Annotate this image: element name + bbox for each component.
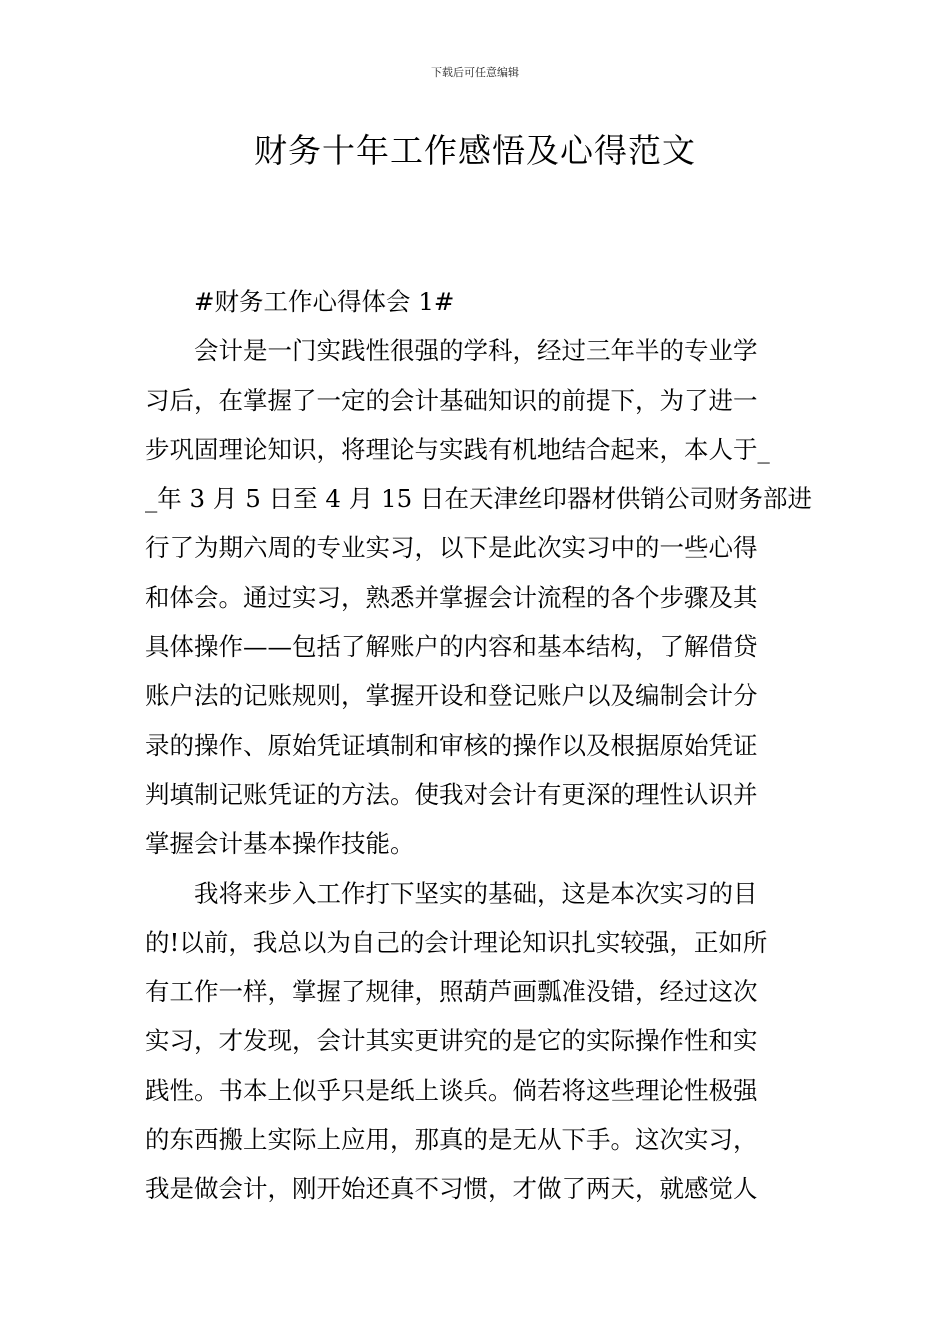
document-body bbox=[145, 277, 815, 1214]
paragraph-line: 我将来步入工作打下坚实的基础，这是本次实习的目 bbox=[194, 878, 758, 908]
paragraph-line: 录的操作、原始凭证填制和审核的操作以及根据原始凭证 bbox=[145, 730, 758, 760]
paragraph-line: 账户法的记账规则，掌握开设和登记账户以及编制会计分 bbox=[145, 681, 758, 711]
paragraph-line: 有工作一样，掌握了规律，照葫芦画瓢准没错，经过这次 bbox=[145, 977, 758, 1007]
paragraph-line: 的!以前，我总以为自己的会计理论知识扎实较强，正如所 bbox=[145, 927, 768, 957]
paragraph-line: 习后，在掌握了一定的会计基础知识的前提下，为了进一 bbox=[145, 385, 758, 415]
paragraph-line: 掌握会计基本操作技能。 bbox=[145, 829, 415, 859]
paragraph-line: _年 3 月 5 日至 4 月 15 日在天津丝印器材供销公司财务部进 bbox=[145, 484, 812, 514]
section-heading: #财务工作心得体会 1# bbox=[194, 287, 455, 316]
paragraph-line: 行了为期六周的专业实习，以下是此次实习中的一些心得 bbox=[145, 533, 758, 563]
paragraph-line: 实习，才发现，会计其实更讲究的是它的实际操作性和实 bbox=[145, 1026, 758, 1056]
paragraph-line: 和体会。通过实习，熟悉并掌握会计流程的各个步骤及其 bbox=[145, 582, 758, 612]
paragraph-line: 会计是一门实践性很强的学科，经过三年半的专业学 bbox=[194, 336, 758, 366]
paragraph-line: 践性。书本上似乎只是纸上谈兵。倘若将这些理论性极强 bbox=[145, 1075, 758, 1105]
document-title: 财务十年工作感悟及心得范文 bbox=[254, 131, 696, 170]
paragraph-line: 我是做会计，刚开始还真不习惯，才做了两天，就感觉人 bbox=[145, 1174, 758, 1204]
paragraph-line: 的东西搬上实际上应用，那真的是无从下手。这次实习， bbox=[145, 1125, 758, 1155]
paragraph-line: 判填制记账凭证的方法。使我对会计有更深的理性认识并 bbox=[145, 779, 758, 809]
paragraph-line: 步巩固理论知识，将理论与实践有机地结合起来，本人于_ bbox=[145, 434, 770, 464]
header-note: 下载后可任意编辑 bbox=[431, 66, 519, 79]
paragraph-line: 具体操作——包括了解账户的内容和基本结构，了解借贷 bbox=[145, 632, 758, 662]
